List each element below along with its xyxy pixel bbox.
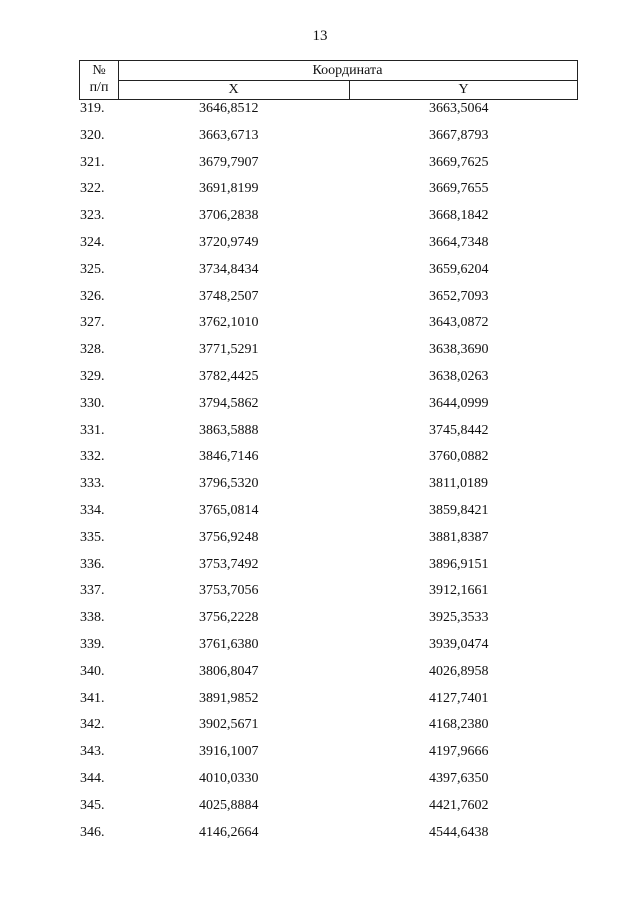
- x-coordinate-cell: 3753,7492: [199, 556, 259, 572]
- x-coordinate-cell: 3663,6713: [199, 127, 259, 143]
- x-coordinate-cell: 3765,0814: [199, 502, 259, 518]
- table-row: [0, 341, 640, 368]
- row-number-cell: 322.: [80, 181, 105, 197]
- y-coordinate-cell: 3668,1842: [429, 208, 489, 224]
- row-number-cell: 339.: [80, 636, 105, 652]
- table-row: [0, 261, 640, 288]
- x-coordinate-cell: 3734,8434: [199, 261, 259, 277]
- y-coordinate-cell: 3638,0263: [429, 368, 489, 384]
- x-coordinate-cell: 3771,5291: [199, 342, 259, 358]
- x-coordinate-cell: 3748,2507: [199, 288, 259, 304]
- row-number-cell: 325.: [80, 261, 105, 277]
- row-number-cell: 328.: [80, 342, 105, 358]
- y-coordinate-cell: 4197,9666: [429, 744, 489, 760]
- y-coordinate-cell: 3745,8442: [429, 422, 489, 438]
- row-number-cell: 323.: [80, 208, 105, 224]
- x-coordinate-cell: 3796,5320: [199, 476, 259, 492]
- y-coordinate-cell: 3644,0999: [429, 395, 489, 411]
- x-coordinate-cell: 3762,1010: [199, 315, 259, 331]
- x-coordinate-cell: 3691,8199: [199, 181, 259, 197]
- x-coordinate-cell: 3756,2228: [199, 610, 259, 626]
- y-coordinate-cell: 4544,6438: [429, 824, 489, 840]
- sequence-label: п/п: [89, 80, 109, 95]
- row-number-cell: 344.: [80, 770, 105, 786]
- x-coordinate-cell: 3916,1007: [199, 744, 259, 760]
- y-coordinate-cell: 3664,7348: [429, 234, 489, 250]
- page-number: 13: [312, 28, 328, 44]
- table-row: [0, 422, 640, 449]
- row-number-cell: 337.: [80, 583, 105, 599]
- y-coordinate-cell: 3669,7625: [429, 154, 489, 170]
- x-coordinate-cell: 3761,6380: [199, 636, 259, 652]
- x-coordinate-cell: 4010,0330: [199, 770, 259, 786]
- x-coordinate-cell: 3794,5862: [199, 395, 259, 411]
- row-number-cell: 336.: [80, 556, 105, 572]
- y-coordinate-cell: 3925,3533: [429, 610, 489, 626]
- row-number-cell: 335.: [80, 529, 105, 545]
- table-row: [0, 824, 640, 851]
- row-number-cell: 338.: [80, 610, 105, 626]
- x-coordinate-cell: 4146,2664: [199, 824, 259, 840]
- row-number-cell: 345.: [80, 797, 105, 813]
- x-coordinate-cell: 3806,8047: [199, 663, 259, 679]
- y-coordinate-cell: 3811,0189: [429, 476, 488, 492]
- row-number-cell: 319.: [80, 101, 105, 116]
- row-number-cell: 329.: [80, 368, 105, 384]
- y-coordinate-cell: 3760,0882: [429, 449, 489, 465]
- table-row: [0, 127, 640, 154]
- table-row: [0, 475, 640, 502]
- y-coordinate-cell: 4026,8958: [429, 663, 489, 679]
- table-row: [0, 288, 640, 315]
- y-coordinate-cell: 3652,7093: [429, 288, 489, 304]
- row-number-cell: 327.: [80, 315, 105, 331]
- y-coordinate-cell: 3859,8421: [429, 502, 489, 518]
- table-row: [0, 609, 640, 636]
- table-row: [0, 100, 640, 127]
- x-coordinate-cell: 3720,9749: [199, 234, 259, 250]
- table-row: [0, 582, 640, 609]
- y-coordinate-cell: 3896,9151: [429, 556, 489, 572]
- table-row: [0, 448, 640, 475]
- row-number-cell: 346.: [80, 824, 105, 840]
- x-coordinate-cell: 3782,4425: [199, 368, 259, 384]
- x-coordinate-cell: 3646,8512: [199, 101, 259, 116]
- table-row: [0, 716, 640, 743]
- x-coordinate-cell: 3706,2838: [199, 208, 259, 224]
- x-coordinate-cell: 3891,9852: [199, 690, 259, 706]
- y-coordinate-cell: 4127,7401: [429, 690, 489, 706]
- table-header: [79, 60, 578, 100]
- row-number-header: [80, 61, 119, 99]
- row-number-cell: 343.: [80, 744, 105, 760]
- x-coordinate-cell: 4025,8884: [199, 797, 259, 813]
- table-row: [0, 770, 640, 797]
- table-row: [0, 234, 640, 261]
- table-row: [0, 154, 640, 181]
- table-row: [0, 556, 640, 583]
- x-coordinate-cell: 3863,5888: [199, 422, 259, 438]
- x-coordinate-cell: 3756,9248: [199, 529, 259, 545]
- y-coordinate-cell: 4397,6350: [429, 770, 489, 786]
- x-coordinate-cell: 3753,7056: [199, 583, 259, 599]
- coordinate-header: Координата: [118, 61, 577, 81]
- row-number-cell: 324.: [80, 234, 105, 250]
- table-row: [0, 368, 640, 395]
- table-row: [0, 663, 640, 690]
- table-body: [0, 100, 640, 850]
- table-row: [0, 636, 640, 663]
- row-number-cell: 320.: [80, 127, 105, 143]
- y-coordinate-cell: 3667,8793: [429, 127, 489, 143]
- table-row: [0, 529, 640, 556]
- x-column-header: X: [118, 81, 350, 99]
- table-row: [0, 207, 640, 234]
- row-number-cell: 333.: [80, 476, 105, 492]
- table-row: [0, 743, 640, 770]
- y-coordinate-cell: 3669,7655: [429, 181, 489, 197]
- row-number-cell: 340.: [80, 663, 105, 679]
- y-coordinate-cell: 3939,0474: [429, 636, 489, 652]
- y-coordinate-cell: 3663,5064: [429, 101, 489, 116]
- table-row: [0, 690, 640, 717]
- row-number-cell: 331.: [80, 422, 105, 438]
- row-number-cell: 341.: [80, 690, 105, 706]
- y-coordinate-cell: 3643,0872: [429, 315, 489, 331]
- row-number-cell: 326.: [80, 288, 105, 304]
- y-coordinate-cell: 3881,8387: [429, 529, 489, 545]
- row-number-cell: 342.: [80, 717, 105, 733]
- x-coordinate-cell: 3902,5671: [199, 717, 259, 733]
- row-number-cell: 334.: [80, 502, 105, 518]
- table-row: [0, 502, 640, 529]
- y-coordinate-cell: 4168,2380: [429, 717, 489, 733]
- number-sign-label: №: [92, 63, 106, 78]
- table-row: [0, 180, 640, 207]
- row-number-cell: 321.: [80, 154, 105, 170]
- x-coordinate-cell: 3679,7907: [199, 154, 259, 170]
- y-coordinate-cell: 3638,3690: [429, 342, 489, 358]
- row-number-cell: 330.: [80, 395, 105, 411]
- table-row: [0, 395, 640, 422]
- y-coordinate-cell: 3659,6204: [429, 261, 489, 277]
- table-row: [0, 797, 640, 824]
- y-coordinate-cell: 3912,1661: [429, 583, 489, 599]
- y-coordinate-cell: 4421,7602: [429, 797, 489, 813]
- x-coordinate-cell: 3846,7146: [199, 449, 259, 465]
- table-row: [0, 314, 640, 341]
- y-column-header: Y: [458, 82, 469, 97]
- row-number-cell: 332.: [80, 449, 105, 465]
